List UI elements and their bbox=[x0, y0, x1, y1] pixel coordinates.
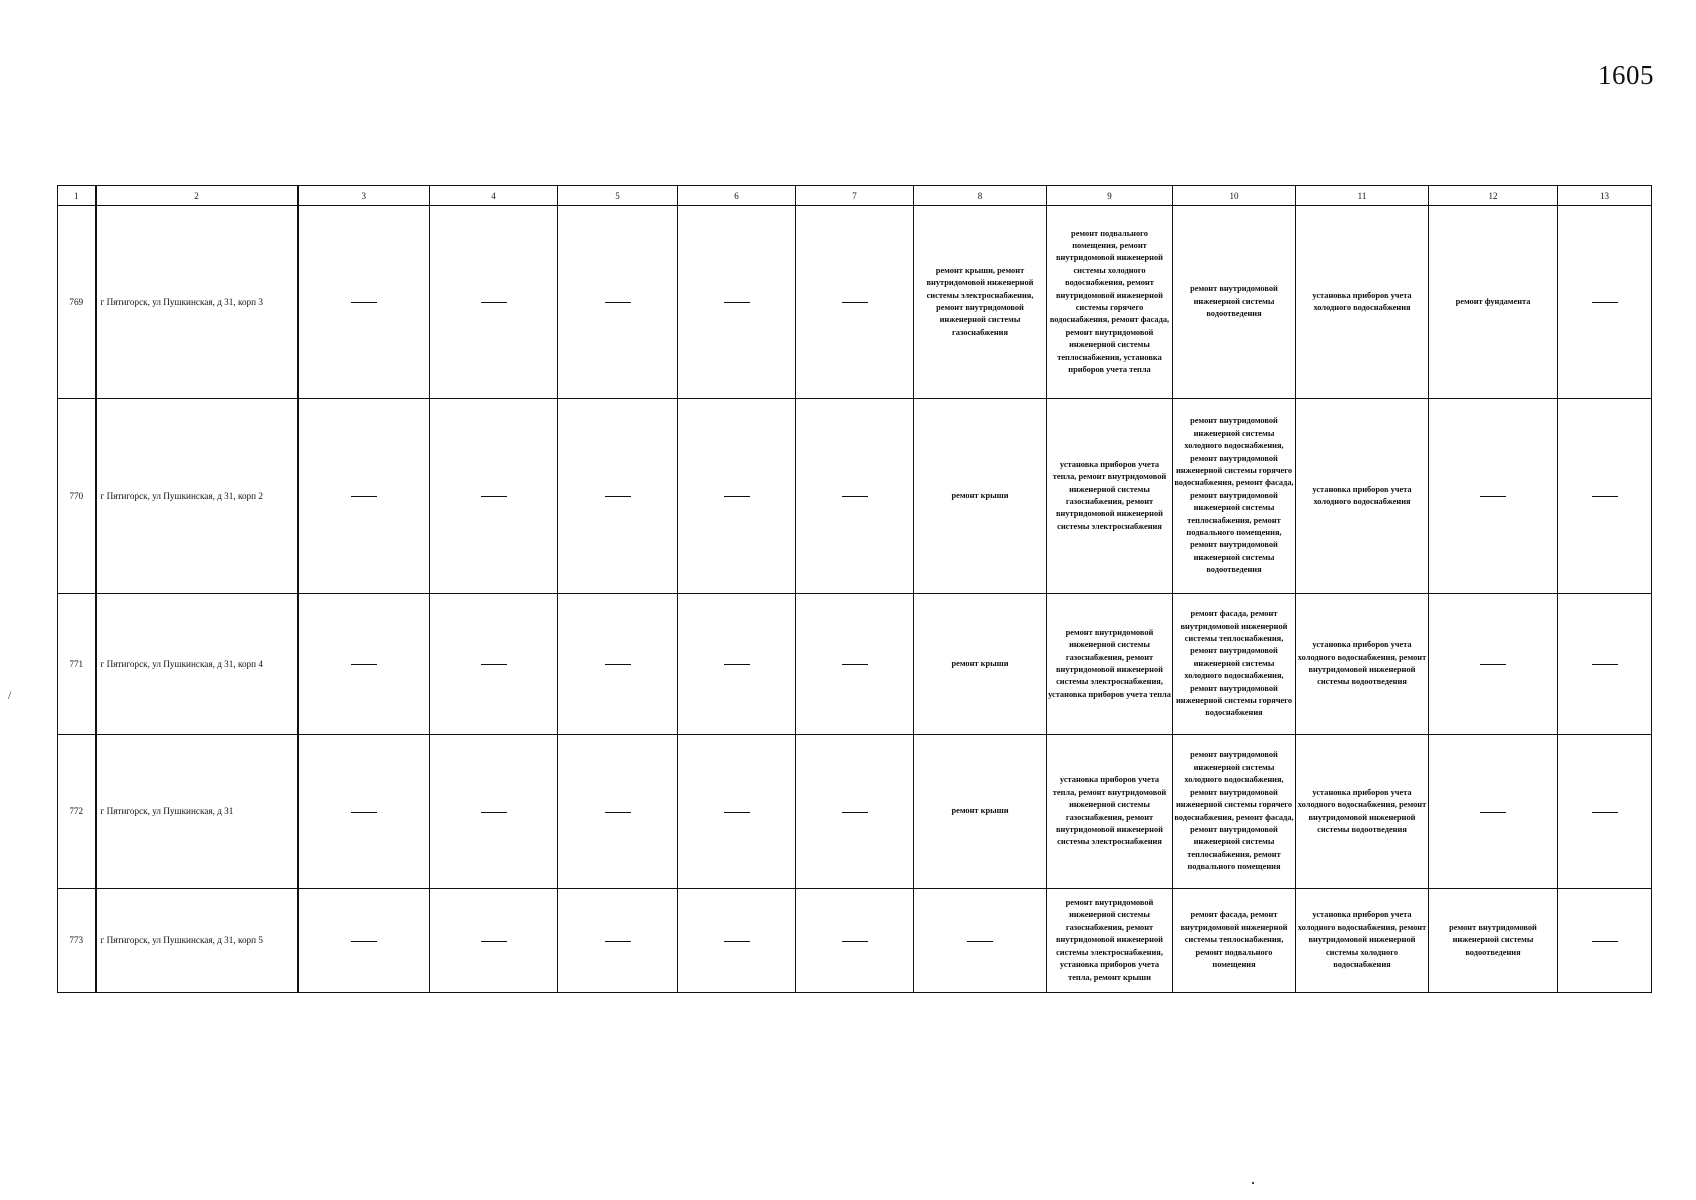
scan-speck bbox=[1252, 1182, 1254, 1184]
column-number: 8 bbox=[914, 186, 1047, 206]
empty-cell bbox=[796, 735, 914, 889]
empty-cell bbox=[430, 206, 558, 399]
dash-mark bbox=[842, 664, 868, 665]
building-address: г Пятигорск, ул Пушкинская, д 31, корп 5 bbox=[96, 889, 298, 993]
building-address: г Пятигорск, ул Пушкинская, д 31, корп 2 bbox=[96, 399, 298, 594]
column-number: 5 bbox=[558, 186, 678, 206]
works-col-10: ремонт фасада, ремонт внутридомовой инженерной системы теплоснабжения, ремонт внутридомовой инженерной системы холодного водоснабжения, ремонт внутридомовой инженерной системы горячего водоснабжения bbox=[1173, 594, 1296, 735]
dash-mark bbox=[1480, 496, 1506, 497]
works-col-11: установка приборов учета холодного водоснабжения, ремонт внутридомовой инженерной системы холодного водоснабжения bbox=[1296, 889, 1429, 993]
dash-mark bbox=[842, 302, 868, 303]
empty-cell bbox=[558, 594, 678, 735]
works-col-10: ремонт внутридомовой инженерной системы холодного водоснабжения, ремонт внутридомовой инженерной системы горячего водоснабжения, ремонт фасада, ремонт внутридомовой инженерной системы теплоснабжения, ремонт подвального помещения bbox=[1173, 735, 1296, 889]
empty-cell bbox=[1558, 206, 1652, 399]
dash-mark bbox=[1592, 812, 1618, 813]
dash-mark bbox=[724, 941, 750, 942]
building-address: г Пятигорск, ул Пушкинская, д 31, корп 3 bbox=[96, 206, 298, 399]
empty-cell bbox=[298, 399, 430, 594]
works-col-8: ремонт крыши, ремонт внутридомовой инженерной системы электроснабжения, ремонт внутридомовой инженерной системы газоснабжения bbox=[914, 206, 1047, 399]
works-col-12: ремонт фундамента bbox=[1429, 206, 1558, 399]
building-address: г Пятигорск, ул Пушкинская, д 31, корп 4 bbox=[96, 594, 298, 735]
empty-cell bbox=[1558, 735, 1652, 889]
empty-cell bbox=[298, 594, 430, 735]
repair-schedule-table bbox=[57, 185, 1652, 993]
dash-mark bbox=[605, 664, 631, 665]
works-col-9: ремонт внутридомовой инженерной системы газоснабжения, ремонт внутридомовой инженерной системы электроснабжения, установка приборов учета тепла bbox=[1047, 594, 1173, 735]
empty-cell bbox=[298, 735, 430, 889]
dash-mark bbox=[1592, 941, 1618, 942]
empty-cell bbox=[430, 399, 558, 594]
works-col-9: ремонт подвального помещения, ремонт внутридомовой инженерной системы холодного водоснабжения, ремонт внутридомовой инженерной системы горячего водоснабжения, ремонт фасада, ремонт внутридомовой инженерной системы теплоснабжения, установка приборов учета тепла bbox=[1047, 206, 1173, 399]
empty-cell bbox=[558, 889, 678, 993]
column-number: 2 bbox=[96, 186, 298, 206]
dash-mark bbox=[1592, 496, 1618, 497]
row-number: 773 bbox=[58, 889, 96, 993]
dash-mark bbox=[1592, 302, 1618, 303]
column-number-row bbox=[58, 186, 1652, 206]
column-number: 1 bbox=[58, 186, 96, 206]
works-col-10: ремонт фасада, ремонт внутридомовой инженерной системы теплоснабжения, ремонт подвального помещения bbox=[1173, 889, 1296, 993]
dash-mark bbox=[481, 812, 507, 813]
works-col-11: установка приборов учета холодного водоснабжения, ремонт внутридомовой инженерной системы водоотведения bbox=[1296, 594, 1429, 735]
table-row bbox=[58, 206, 1652, 399]
dash-mark bbox=[481, 664, 507, 665]
empty-cell bbox=[298, 889, 430, 993]
column-number: 13 bbox=[1558, 186, 1652, 206]
dash-mark bbox=[842, 496, 868, 497]
empty-cell bbox=[678, 594, 796, 735]
dash-mark bbox=[351, 812, 377, 813]
dash-mark bbox=[351, 664, 377, 665]
dash-mark bbox=[351, 496, 377, 497]
empty-cell bbox=[558, 399, 678, 594]
dash-mark bbox=[842, 941, 868, 942]
works-col-12: ремонт внутридомовой инженерной системы водоотведения bbox=[1429, 889, 1558, 993]
column-number: 9 bbox=[1047, 186, 1173, 206]
page-number: 1605 bbox=[1598, 60, 1654, 90]
dash-mark bbox=[605, 812, 631, 813]
column-number: 3 bbox=[298, 186, 430, 206]
dash-mark bbox=[724, 664, 750, 665]
empty-cell bbox=[796, 594, 914, 735]
dash-mark bbox=[842, 812, 868, 813]
empty-cell bbox=[430, 594, 558, 735]
empty-cell bbox=[1429, 735, 1558, 889]
dash-mark bbox=[605, 302, 631, 303]
works-col-11: установка приборов учета холодного водоснабжения bbox=[1296, 206, 1429, 399]
works-col-9: установка приборов учета тепла, ремонт внутридомовой инженерной системы газоснабжения, ремонт внутридомовой инженерной системы электроснабжения bbox=[1047, 399, 1173, 594]
empty-cell bbox=[796, 399, 914, 594]
empty-cell bbox=[430, 735, 558, 889]
row-number: 772 bbox=[58, 735, 96, 889]
row-number: 771 bbox=[58, 594, 96, 735]
dash-mark bbox=[967, 941, 993, 942]
works-col-8: ремонт крыши bbox=[914, 399, 1047, 594]
empty-cell bbox=[1429, 399, 1558, 594]
empty-cell bbox=[558, 735, 678, 889]
works-col-9: установка приборов учета тепла, ремонт внутридомовой инженерной системы газоснабжения, ремонт внутридомовой инженерной системы электроснабжения bbox=[1047, 735, 1173, 889]
table-row bbox=[58, 399, 1652, 594]
dash-mark bbox=[1480, 664, 1506, 665]
empty-cell bbox=[678, 399, 796, 594]
empty-cell bbox=[678, 889, 796, 993]
margin-mark: / bbox=[8, 688, 12, 702]
empty-cell bbox=[796, 206, 914, 399]
works-col-10: ремонт внутридомовой инженерной системы водоотведения bbox=[1173, 206, 1296, 399]
column-number: 7 bbox=[796, 186, 914, 206]
dash-mark bbox=[351, 302, 377, 303]
empty-cell bbox=[796, 889, 914, 993]
dash-mark bbox=[1480, 812, 1506, 813]
dash-mark bbox=[605, 496, 631, 497]
dash-mark bbox=[724, 496, 750, 497]
empty-cell bbox=[1429, 594, 1558, 735]
row-number: 769 bbox=[58, 206, 96, 399]
empty-cell bbox=[298, 206, 430, 399]
empty-cell bbox=[1558, 594, 1652, 735]
column-number: 12 bbox=[1429, 186, 1558, 206]
column-number: 11 bbox=[1296, 186, 1429, 206]
works-col-10: ремонт внутридомовой инженерной системы холодного водоснабжения, ремонт внутридомовой инженерной системы горячего водоснабжения, ремонт фасада, ремонт внутридомовой инженерной системы теплоснабжения, ремонт подвального помещения, ремонт внутридомовой инженерной системы водоотведения bbox=[1173, 399, 1296, 594]
dash-mark bbox=[1592, 664, 1618, 665]
dash-mark bbox=[481, 941, 507, 942]
building-address: г Пятигорск, ул Пушкинская, д 31 bbox=[96, 735, 298, 889]
empty-cell bbox=[1558, 889, 1652, 993]
column-number: 4 bbox=[430, 186, 558, 206]
table-row bbox=[58, 735, 1652, 889]
dash-mark bbox=[481, 496, 507, 497]
dash-mark bbox=[724, 302, 750, 303]
empty-cell bbox=[430, 889, 558, 993]
dash-mark bbox=[481, 302, 507, 303]
table-row bbox=[58, 594, 1652, 735]
works-col-9: ремонт внутридомовой инженерной системы газоснабжения, ремонт внутридомовой инженерной системы электроснабжения, установка приборов учета тепла, ремонт крыши bbox=[1047, 889, 1173, 993]
works-col-11: установка приборов учета холодного водоснабжения, ремонт внутридомовой инженерной системы водоотведения bbox=[1296, 735, 1429, 889]
row-number: 770 bbox=[58, 399, 96, 594]
column-number: 10 bbox=[1173, 186, 1296, 206]
column-number: 6 bbox=[678, 186, 796, 206]
works-col-8: ремонт крыши bbox=[914, 735, 1047, 889]
empty-cell bbox=[558, 206, 678, 399]
empty-cell bbox=[678, 735, 796, 889]
works-col-11: установка приборов учета холодного водоснабжения bbox=[1296, 399, 1429, 594]
empty-cell bbox=[1558, 399, 1652, 594]
works-col-8: ремонт крыши bbox=[914, 594, 1047, 735]
table-row bbox=[58, 889, 1652, 993]
dash-mark bbox=[351, 941, 377, 942]
dash-mark bbox=[724, 812, 750, 813]
empty-cell bbox=[914, 889, 1047, 993]
empty-cell bbox=[678, 206, 796, 399]
dash-mark bbox=[605, 941, 631, 942]
